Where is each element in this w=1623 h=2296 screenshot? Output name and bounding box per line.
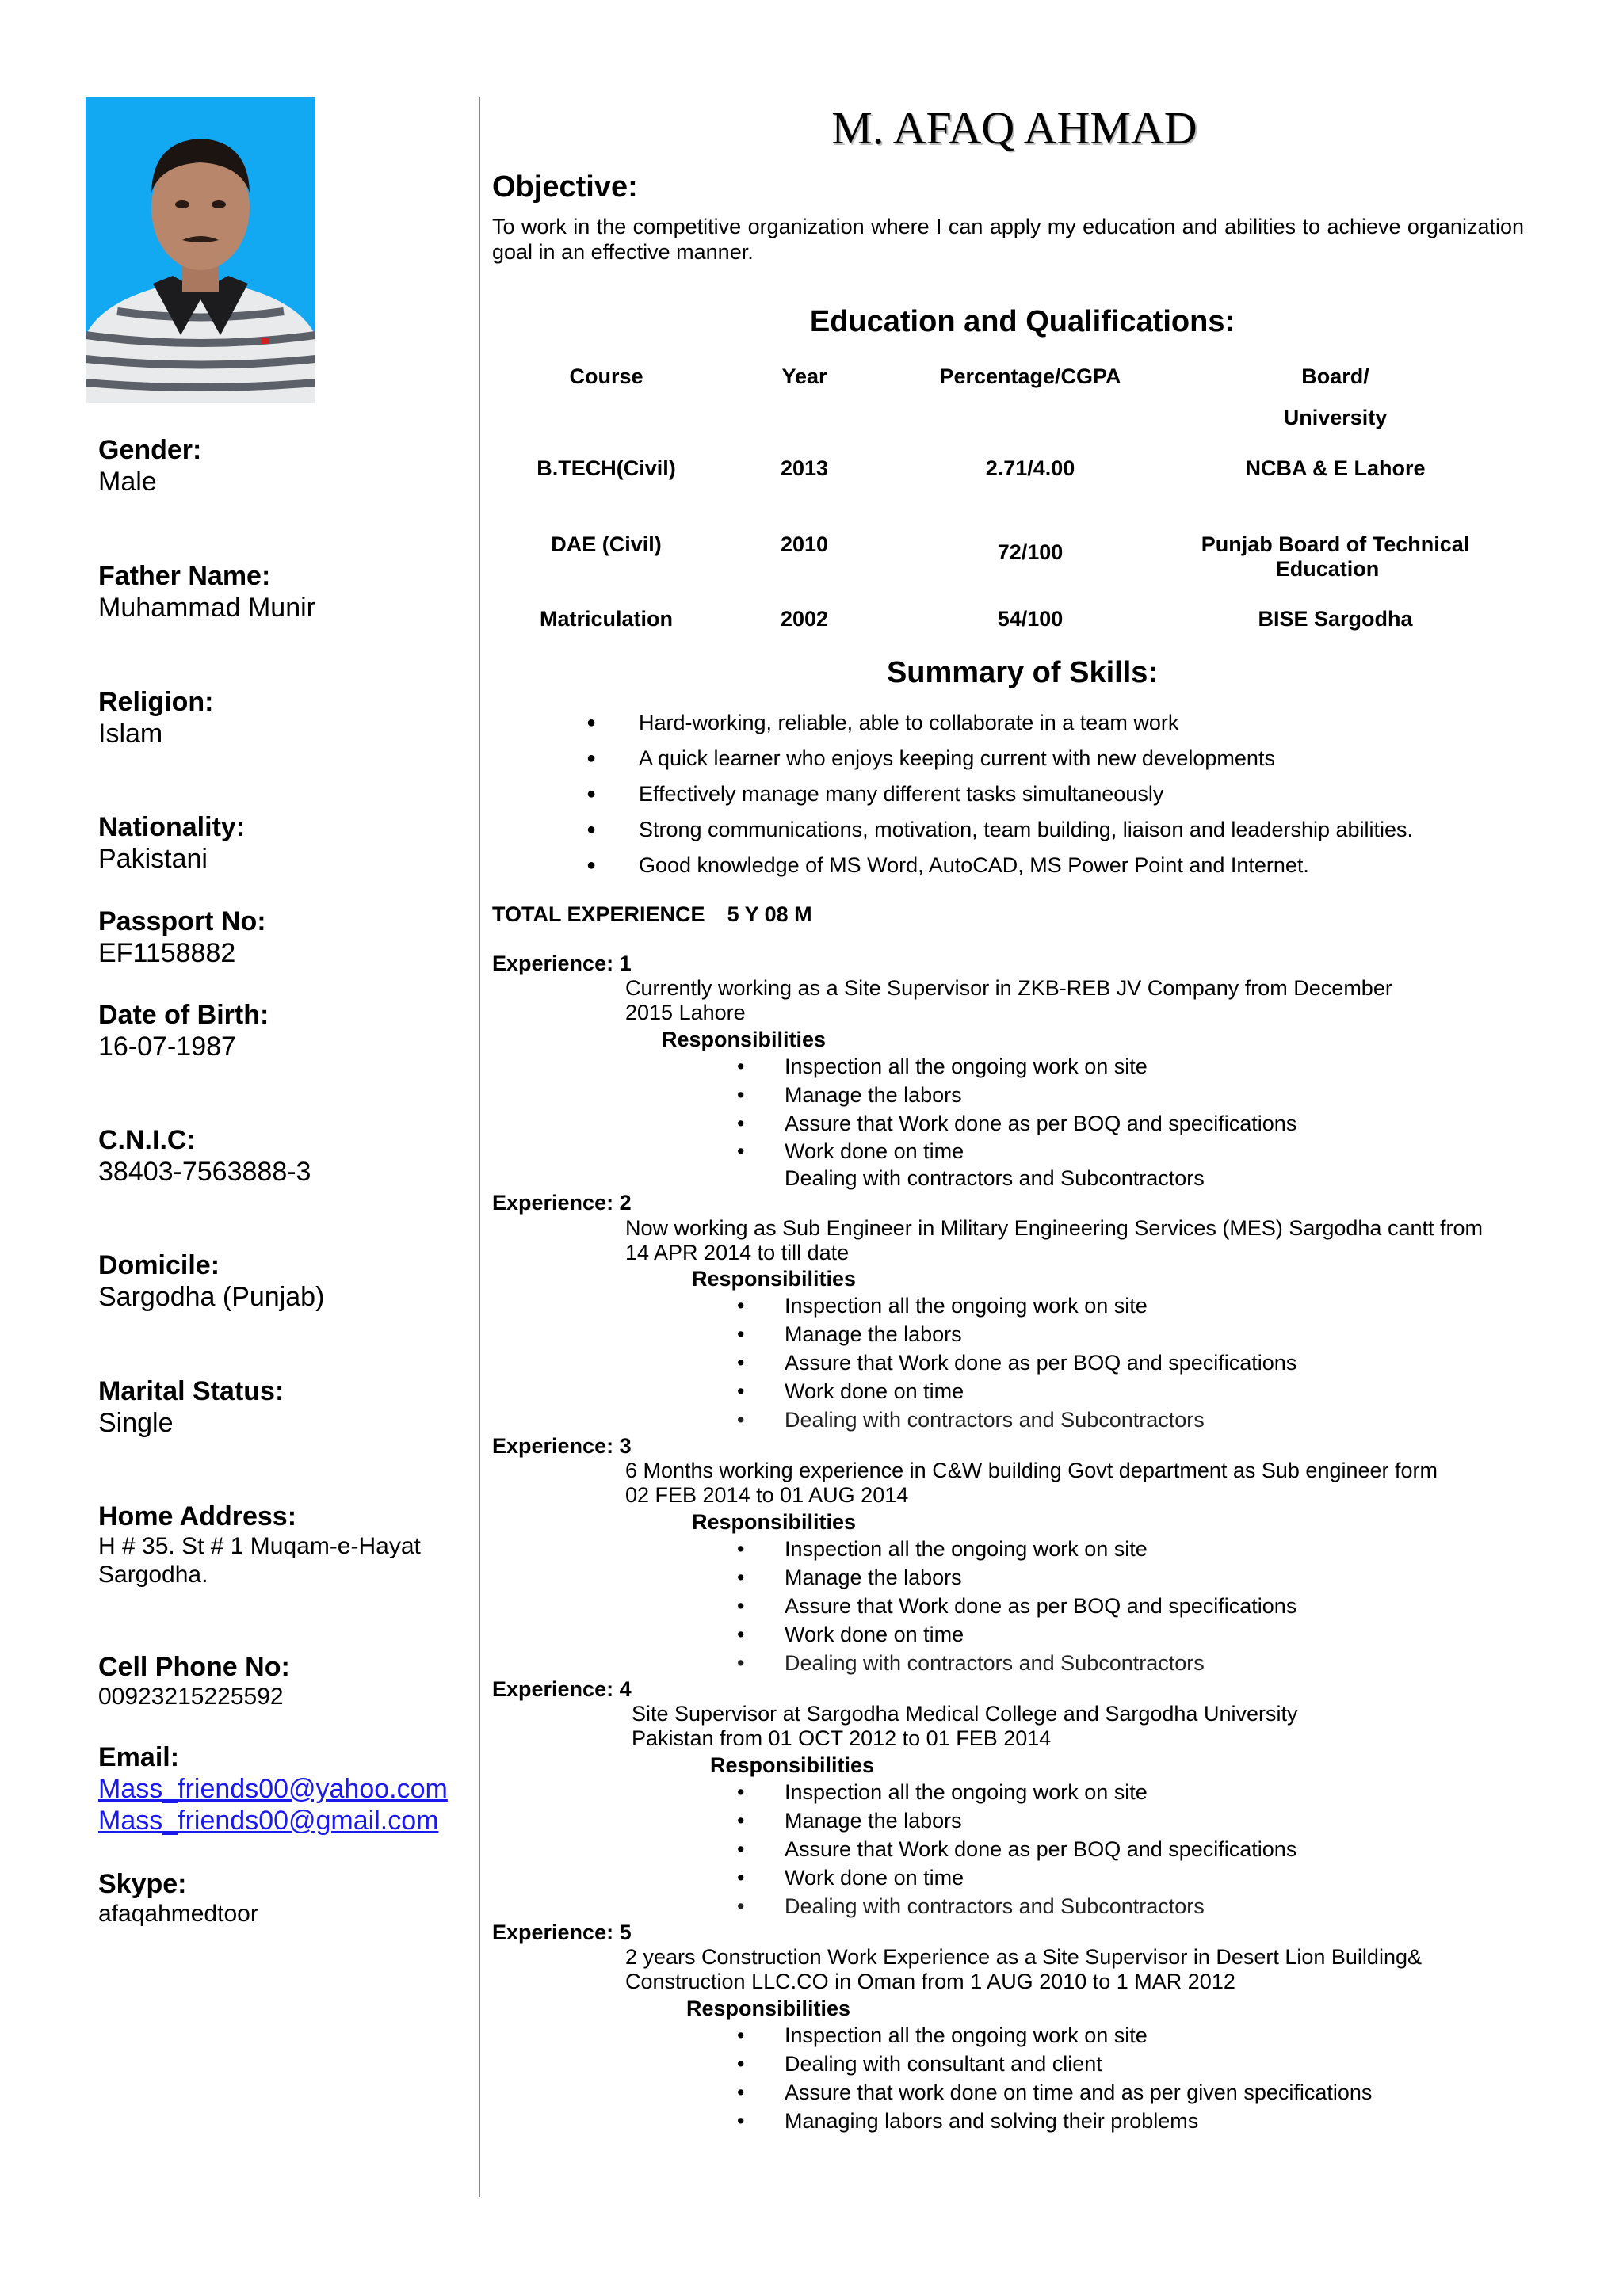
cnic-label: C.N.I.C: — [98, 1125, 196, 1155]
edu-row-board-line2: Education — [1275, 557, 1380, 581]
edu-row-percentage: 54/100 — [997, 607, 1064, 631]
father-name-value: Muhammad Munir — [98, 593, 315, 623]
cell-phone-label: Cell Phone No: — [98, 1652, 290, 1682]
experience-label: Experience: 4 — [492, 1677, 632, 1701]
experience-line: 6 Months working experience in C&W building Govt department as Sub engineer form — [625, 1459, 1438, 1482]
education-heading: Education and Qualifications: — [809, 305, 1235, 338]
skill-item: ● Good knowledge of MS Word, AutoCAD, MS Power Point and Internet. — [586, 848, 1537, 883]
cell-phone-value: 00923215225592 — [98, 1684, 284, 1710]
nationality-label: Nationality: — [98, 812, 246, 842]
responsibility-item: • Work done on time — [737, 1138, 1529, 1165]
edu-row-year: 2013 — [780, 456, 829, 480]
marital-status-label: Marital Status: — [98, 1376, 285, 1406]
responsibility-item: • Manage the labors — [737, 1806, 1529, 1835]
dob-field — [98, 999, 479, 1062]
experience-description — [625, 1216, 1521, 1265]
responsibility-item: • Assure that Work done as per BOQ and specifications — [737, 1348, 1529, 1377]
experience-line: 02 FEB 2014 to 01 AUG 2014 — [625, 1483, 909, 1507]
responsibility-item: • Inspection all the ongoing work on site — [737, 1535, 1529, 1563]
skype-label: Skype: — [98, 1869, 187, 1899]
edu-row-year: 2002 — [780, 607, 829, 631]
domicile-value: Sargodha (Punjab) — [98, 1282, 325, 1312]
skype-value: afaqahmedtoor — [98, 1901, 258, 1927]
experience-line: Pakistan from 01 OCT 2012 to 01 FEB 2014 — [632, 1726, 1052, 1750]
nationality-value: Pakistani — [98, 844, 208, 874]
edu-row-course: Matriculation — [539, 607, 673, 631]
skill-item: ● Hard-working, reliable, able to collaborate in a team work — [586, 705, 1537, 741]
responsibilities-label: Responsibilities — [710, 1753, 875, 1777]
edu-header-percentage: Percentage/CGPA — [939, 364, 1121, 388]
gender-value: Male — [98, 467, 157, 497]
email-link-yahoo[interactable]: Mass_friends00@yahoo.com — [98, 1774, 448, 1804]
passport-label: Passport No: — [98, 906, 266, 936]
domicile-field — [98, 1249, 479, 1313]
responsibility-item: • Assure that Work done as per BOQ and specifications — [737, 1592, 1529, 1620]
responsibility-item: • Managing labors and solving their problems — [737, 2107, 1529, 2135]
responsibilities-list — [737, 1052, 1529, 1192]
candidate-name: M. AFAQ AHMAD — [831, 102, 1197, 154]
experience-description — [625, 1945, 1521, 1994]
responsibility-item: • Inspection all the ongoing work on site — [737, 1778, 1529, 1806]
skills-list — [586, 705, 1537, 883]
skill-item: ● A quick learner who enjoys keeping current with new developments — [586, 741, 1537, 776]
responsibility-item: • Inspection all the ongoing work on site — [737, 1052, 1529, 1081]
experience-description — [625, 976, 1521, 1025]
edu-header-year: Year — [781, 364, 827, 388]
home-address-label: Home Address: — [98, 1501, 297, 1531]
edu-header-course: Course — [569, 364, 643, 388]
religion-field — [98, 686, 479, 749]
responsibility-item: • Inspection all the ongoing work on site — [737, 1291, 1529, 1320]
responsibilities-label: Responsibilities — [662, 1028, 827, 1051]
experience-label: Experience: 1 — [492, 952, 632, 975]
gender-field — [98, 434, 479, 498]
responsibility-item: • Assure that Work done as per BOQ and specifications — [737, 1835, 1529, 1863]
experience-line: 14 APR 2014 to till date — [625, 1241, 850, 1264]
edu-row-percentage: 2.71/4.00 — [985, 456, 1075, 480]
dob-label: Date of Birth: — [98, 1000, 269, 1030]
passport-field — [98, 906, 479, 969]
person-photo-icon — [86, 97, 315, 403]
cell-phone-field — [98, 1651, 479, 1711]
responsibility-item: • Assure that work done on time and as per given specifications — [737, 2078, 1529, 2107]
responsibility-item: • Assure that Work done as per BOQ and specifications — [737, 1109, 1529, 1138]
experience-line: 2015 Lahore — [625, 1001, 746, 1024]
experience-line: Site Supervisor at Sargodha Medical College and Sargodha University — [632, 1702, 1298, 1726]
cnic-field — [98, 1124, 479, 1188]
experience-label: Experience: 5 — [492, 1920, 632, 1944]
responsibility-item: • Dealing with consultant and client — [737, 2050, 1529, 2078]
profile-photo — [86, 97, 315, 403]
edu-header-board-line2: University — [1283, 406, 1388, 429]
edu-header-board: Board/ — [1301, 364, 1369, 388]
skills-heading: Summary of Skills: — [886, 656, 1159, 689]
responsibilities-label: Responsibilities — [692, 1510, 857, 1534]
religion-value: Islam — [98, 719, 163, 749]
home-address-line1: H # 35. St # 1 Muqam-e-Hayat — [98, 1533, 421, 1559]
skill-item: ● Effectively manage many different tasks simultaneously — [586, 776, 1537, 812]
total-experience-label: TOTAL EXPERIENCE — [492, 902, 705, 926]
cnic-value: 38403-7563888-3 — [98, 1157, 311, 1187]
experience-line: 2 years Construction Work Experience as a Site Supervisor in Desert Lion Building& — [625, 1945, 1422, 1969]
gender-label: Gender: — [98, 435, 202, 465]
edu-row-course: B.TECH(Civil) — [537, 456, 676, 480]
responsibility-item: • Dealing with contractors and Subcontractors — [737, 1649, 1529, 1677]
responsibilities-list — [737, 1535, 1529, 1677]
home-address-line2: Sargodha. — [98, 1562, 208, 1588]
edu-row-percentage: 72/100 — [997, 540, 1064, 564]
objective-heading: Objective: — [492, 170, 638, 204]
responsibilities-list — [737, 1778, 1529, 1920]
responsibilities-label: Responsibilities — [686, 1997, 851, 2020]
edu-row-board: BISE Sargodha — [1258, 607, 1413, 631]
father-name-label: Father Name: — [98, 561, 271, 591]
experience-line: Now working as Sub Engineer in Military Engineering Services (MES) Sargodha cantt from — [625, 1216, 1483, 1240]
responsibility-item: • Dealing with contractors and Subcontractors — [737, 1892, 1529, 1920]
edu-row-year: 2010 — [780, 532, 829, 556]
email-link-gmail[interactable]: Mass_friends00@gmail.com — [98, 1806, 439, 1836]
skill-item: ● Strong communications, motivation, team building, liaison and leadership abilities. — [586, 812, 1537, 848]
responsibility-item: • Manage the labors — [737, 1320, 1529, 1348]
responsibilities-list — [737, 1291, 1529, 1434]
experience-description — [625, 1459, 1521, 1508]
marital-status-value: Single — [98, 1408, 174, 1438]
religion-label: Religion: — [98, 687, 214, 717]
edu-row-board: NCBA & E Lahore — [1245, 456, 1426, 480]
experience-line: Currently working as a Site Supervisor in ZKB-REB JV Company from December — [625, 976, 1392, 1000]
total-experience — [492, 902, 812, 927]
total-experience-value: 5 Y 08 M — [727, 902, 812, 926]
email-field — [98, 1741, 479, 1836]
skype-field — [98, 1868, 479, 1928]
responsibility-item: • Manage the labors — [737, 1563, 1529, 1592]
responsibility-item: Dealing with contractors and Subcontractors — [785, 1166, 1205, 1190]
domicile-label: Domicile: — [98, 1250, 220, 1280]
responsibility-item: • Dealing with contractors and Subcontractors — [737, 1405, 1529, 1434]
edu-row-course: DAE (Civil) — [551, 532, 662, 556]
nationality-field — [98, 811, 479, 875]
father-name-field — [98, 560, 479, 624]
responsibility-item: • Work done on time — [737, 1620, 1529, 1649]
responsibility-item: • Manage the labors — [737, 1081, 1529, 1109]
column-divider — [479, 97, 480, 2197]
objective-text: To work in the competitive organization where I can apply my education and abilities to achieve organization goal in an effective manner. — [492, 215, 1524, 264]
responsibility-item: • Inspection all the ongoing work on site — [737, 2021, 1529, 2050]
home-address-field — [98, 1501, 479, 1589]
passport-value: EF1158882 — [98, 938, 236, 968]
experience-label: Experience: 3 — [492, 1434, 632, 1458]
marital-status-field — [98, 1375, 479, 1439]
responsibilities-label: Responsibilities — [692, 1267, 857, 1291]
experience-description — [632, 1702, 1527, 1751]
experience-line: Construction LLC.CO in Oman from 1 AUG 2010 to 1 MAR 2012 — [625, 1970, 1235, 1993]
experience-label: Experience: 2 — [492, 1191, 632, 1215]
responsibility-item: • Work done on time — [737, 1863, 1529, 1892]
edu-row-board: Punjab Board of Technical — [1201, 532, 1470, 556]
email-label: Email: — [98, 1742, 180, 1772]
responsibilities-list — [737, 2021, 1529, 2135]
dob-value: 16-07-1987 — [98, 1032, 236, 1062]
responsibility-item: • Work done on time — [737, 1377, 1529, 1405]
